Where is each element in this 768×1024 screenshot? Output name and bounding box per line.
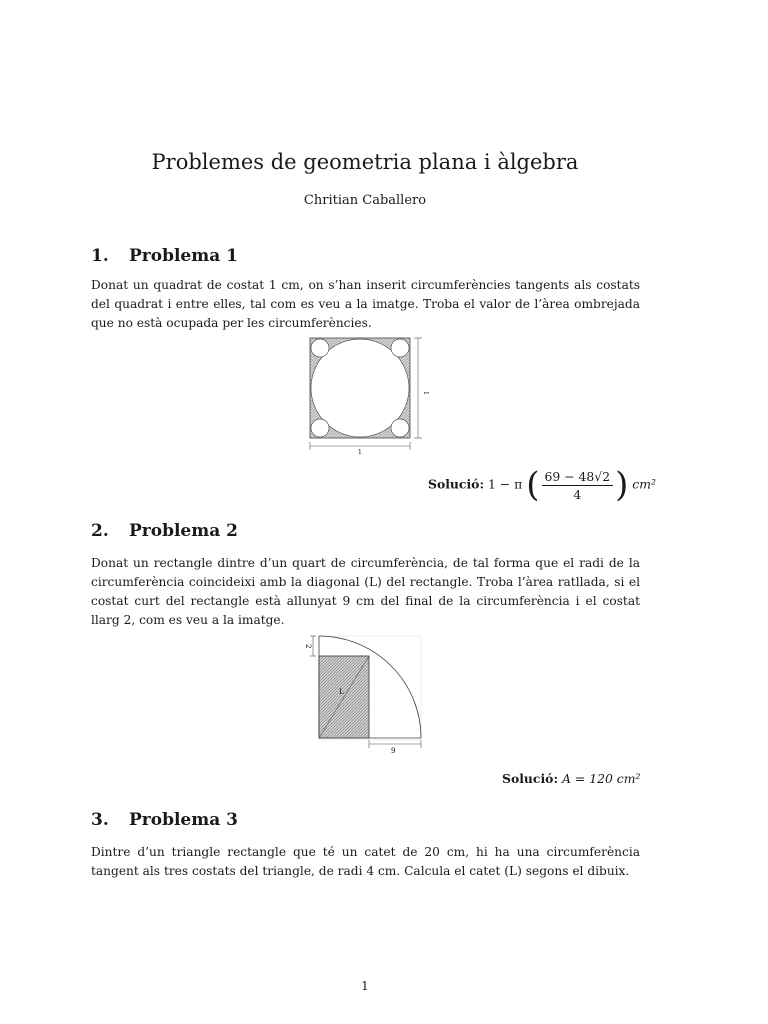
label-side-bottom: 1 (358, 449, 362, 456)
section-number: 1. (91, 246, 109, 266)
solution-unit: cm² (632, 476, 656, 492)
section-title: Problema 2 (129, 521, 238, 541)
solution-expression: A = 120 cm² (561, 771, 641, 786)
section-title: Problema 1 (129, 246, 238, 266)
label-side-right: 1 (422, 391, 429, 395)
paren-open: ( (526, 465, 540, 505)
figure-square-circles (300, 334, 428, 456)
solution-1 (428, 465, 656, 505)
page-number: 1 (361, 979, 369, 993)
solution-2 (502, 771, 640, 786)
paren-close: ) (615, 465, 629, 505)
solution-label: Solució: (428, 476, 485, 492)
label-top-gap: 2 (304, 644, 312, 649)
solution-label: Solució: (502, 771, 559, 786)
section-title: Problema 3 (129, 810, 238, 830)
problem-3-text: Dintre d’un triangle rectangle que té un catet de 20 cm, hi ha una circumferència tangent als tres costats del triangle, de radi 4 cm. Calcula el catet (L) segons el dibuix. (91, 845, 640, 878)
label-bottom-gap: 9 (391, 747, 396, 755)
solution-prefix: 1 − π (487, 476, 523, 492)
problem-2-text: Donat un rectangle dintre d’un quart de circumferència, de tal forma que el radi de la circumferència coincideixi amb la diagonal (L) del rectangle. Troba l’àrea ratllada, si el costat curt del rectangle està allunyat 9 cm del final de la circumferència i el costat llarg 2, com es veu a la imatge. (91, 556, 640, 627)
section-1-heading (91, 246, 238, 266)
paper-title: Problemes de geometria plana i àlgebra (151, 150, 579, 174)
figure-quarter-circle-rectangle (303, 632, 427, 754)
section-number: 2. (91, 521, 109, 541)
section-number: 3. (91, 810, 109, 830)
author: Chritian Caballero (303, 193, 427, 208)
fraction-numerator: 69 − 48√2 (542, 469, 614, 486)
section-2-heading (91, 521, 238, 541)
fraction-denominator: 4 (573, 486, 582, 502)
problem-1-text: Donat un quadrat de costat 1 cm, on s’han inserit circumferències tangents als costats del quadrat i entre elles, tal com es veu a la imatge. Troba el valor de l’àrea ombrejada que no està ocupada per les circumferències. (91, 278, 640, 330)
label-diagonal: L (339, 688, 344, 696)
solution-fraction (542, 469, 614, 502)
section-3-heading (91, 810, 238, 830)
